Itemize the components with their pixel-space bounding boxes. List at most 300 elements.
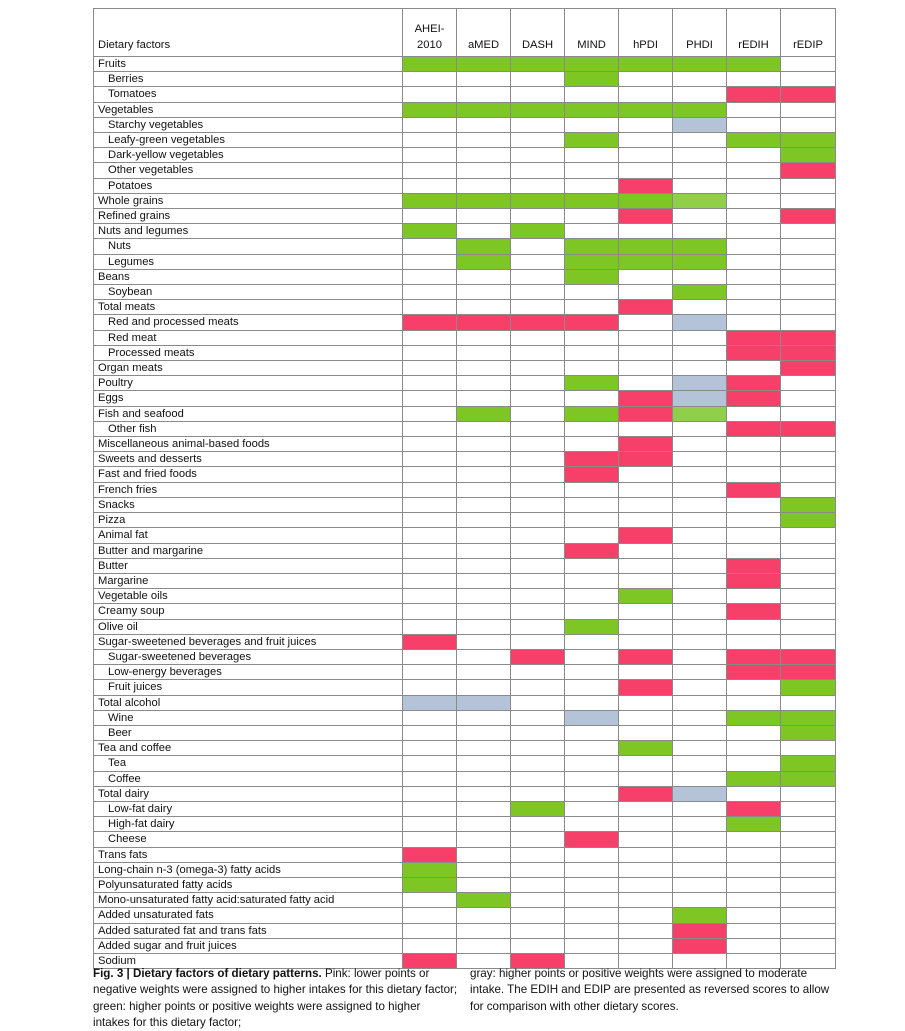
score-cell (565, 908, 619, 923)
score-cell (781, 87, 836, 102)
score-cell (511, 741, 565, 756)
caption-text-right: gray: higher points or positive weights were assigned to moderate intake. The EDIH and EDIP are presented as reversed scores to allow for comparison with other dietary scores. (470, 967, 830, 1013)
score-cell (727, 497, 781, 512)
score-cell (619, 300, 673, 315)
score-cell (511, 437, 565, 452)
score-cell (727, 467, 781, 482)
score-cell (673, 817, 727, 832)
score-cell (511, 923, 565, 938)
score-cell (781, 771, 836, 786)
table-row (94, 680, 836, 695)
score-cell (673, 908, 727, 923)
score-cell (457, 57, 511, 72)
score-cell (619, 72, 673, 87)
score-cell (457, 452, 511, 467)
score-cell (457, 72, 511, 87)
factor-label: Soybean (94, 285, 403, 300)
score-cell (619, 710, 673, 725)
score-cell (781, 102, 836, 117)
score-cell (781, 513, 836, 528)
score-cell (619, 437, 673, 452)
factor-label: Processed meats (94, 345, 403, 360)
score-cell (727, 452, 781, 467)
score-cell (565, 513, 619, 528)
score-cell (619, 695, 673, 710)
score-cell (673, 300, 727, 315)
score-cell (727, 893, 781, 908)
score-cell (727, 300, 781, 315)
score-cell (565, 619, 619, 634)
score-cell (781, 649, 836, 664)
score-cell (457, 741, 511, 756)
score-cell (619, 376, 673, 391)
score-cell (673, 102, 727, 117)
score-cell (727, 543, 781, 558)
score-cell (781, 695, 836, 710)
score-cell (619, 680, 673, 695)
score-cell (781, 163, 836, 178)
score-cell (781, 224, 836, 239)
score-cell (781, 528, 836, 543)
score-cell (565, 710, 619, 725)
score-cell (619, 877, 673, 892)
score-cell (565, 589, 619, 604)
score-cell (403, 801, 457, 816)
score-cell (673, 406, 727, 421)
caption-text-left: Pink: lower points or negative weights were assigned to higher intakes for this dietary factor; green: higher points or positive weights were assigned to higher intakes for this dietary factor; (93, 967, 458, 1029)
table-row (94, 558, 836, 573)
score-cell (781, 193, 836, 208)
score-cell (727, 604, 781, 619)
score-cell (781, 315, 836, 330)
score-cell (565, 345, 619, 360)
score-cell (403, 725, 457, 740)
score-cell (781, 117, 836, 132)
table-row (94, 847, 836, 862)
score-cell (457, 756, 511, 771)
score-cell (511, 300, 565, 315)
score-cell (781, 254, 836, 269)
score-cell (403, 269, 457, 284)
factor-label: Beans (94, 269, 403, 284)
score-cell (511, 847, 565, 862)
factor-label: Polyunsaturated fatty acids (94, 877, 403, 892)
score-cell (673, 133, 727, 148)
score-cell (781, 604, 836, 619)
score-cell (565, 285, 619, 300)
score-cell (727, 786, 781, 801)
table-row (94, 938, 836, 953)
score-cell (565, 680, 619, 695)
factor-label: Sugar-sweetened beverages (94, 649, 403, 664)
score-cell (727, 57, 781, 72)
factor-label: Sugar-sweetened beverages and fruit juices (94, 634, 403, 649)
factor-label: Dark-yellow vegetables (94, 148, 403, 163)
score-cell (511, 862, 565, 877)
score-cell (565, 178, 619, 193)
table-row (94, 649, 836, 664)
score-cell (457, 589, 511, 604)
table-row (94, 285, 836, 300)
score-cell (403, 908, 457, 923)
score-cell (673, 558, 727, 573)
score-cell (673, 710, 727, 725)
score-cell (727, 680, 781, 695)
score-cell (403, 604, 457, 619)
table-row (94, 269, 836, 284)
score-cell (565, 269, 619, 284)
column-header-hpdi: hPDI (619, 9, 673, 57)
score-cell (565, 87, 619, 102)
factor-label: Starchy vegetables (94, 117, 403, 132)
figure-caption-left (93, 966, 458, 1031)
table-row (94, 923, 836, 938)
factor-label: Snacks (94, 497, 403, 512)
score-cell (511, 725, 565, 740)
factor-label: Legumes (94, 254, 403, 269)
score-cell (727, 513, 781, 528)
score-cell (403, 117, 457, 132)
score-cell (619, 285, 673, 300)
score-cell (511, 528, 565, 543)
score-cell (619, 239, 673, 254)
score-cell (619, 862, 673, 877)
score-cell (511, 209, 565, 224)
score-cell (457, 361, 511, 376)
score-cell (727, 437, 781, 452)
score-cell (727, 832, 781, 847)
score-cell (727, 665, 781, 680)
score-cell (457, 801, 511, 816)
table-row (94, 741, 836, 756)
score-cell (511, 589, 565, 604)
score-cell (403, 665, 457, 680)
table-row (94, 482, 836, 497)
score-cell (619, 391, 673, 406)
column-header-ahei2010: AHEI- 2010 (403, 9, 457, 57)
table-row (94, 330, 836, 345)
score-cell (403, 178, 457, 193)
score-cell (511, 573, 565, 588)
table-row (94, 893, 836, 908)
score-cell (403, 193, 457, 208)
factor-label: Nuts and legumes (94, 224, 403, 239)
score-cell (727, 361, 781, 376)
table-row (94, 87, 836, 102)
table-row (94, 619, 836, 634)
score-cell (619, 665, 673, 680)
score-cell (673, 57, 727, 72)
factor-label: Eggs (94, 391, 403, 406)
score-cell (619, 421, 673, 436)
score-cell (457, 558, 511, 573)
factor-label: Added sugar and fruit juices (94, 938, 403, 953)
score-cell (727, 391, 781, 406)
score-cell (673, 345, 727, 360)
score-cell (511, 57, 565, 72)
score-cell (457, 543, 511, 558)
score-cell (781, 680, 836, 695)
score-cell (403, 923, 457, 938)
score-cell (673, 801, 727, 816)
score-cell (511, 665, 565, 680)
score-cell (511, 254, 565, 269)
score-cell (727, 330, 781, 345)
score-cell (403, 330, 457, 345)
score-cell (781, 756, 836, 771)
factor-label: Beer (94, 725, 403, 740)
score-cell (511, 163, 565, 178)
table-row (94, 315, 836, 330)
score-cell (673, 497, 727, 512)
score-cell (673, 148, 727, 163)
score-cell (781, 589, 836, 604)
score-cell (565, 801, 619, 816)
score-cell (619, 649, 673, 664)
score-cell (673, 741, 727, 756)
figure-caption-right (470, 966, 838, 1015)
score-cell (673, 786, 727, 801)
score-cell (727, 817, 781, 832)
score-cell (727, 801, 781, 816)
score-cell (619, 87, 673, 102)
score-cell (511, 938, 565, 953)
score-cell (511, 452, 565, 467)
score-cell (619, 452, 673, 467)
score-cell (403, 497, 457, 512)
table-row (94, 193, 836, 208)
score-cell (403, 558, 457, 573)
score-cell (619, 133, 673, 148)
score-cell (457, 497, 511, 512)
score-cell (565, 467, 619, 482)
score-cell (511, 421, 565, 436)
score-cell (673, 178, 727, 193)
score-cell (781, 573, 836, 588)
score-cell (403, 634, 457, 649)
factor-label: Other fish (94, 421, 403, 436)
score-cell (457, 345, 511, 360)
score-cell (781, 862, 836, 877)
table-row (94, 133, 836, 148)
score-cell (403, 832, 457, 847)
score-cell (619, 543, 673, 558)
score-cell (511, 695, 565, 710)
score-cell (565, 315, 619, 330)
score-cell (619, 756, 673, 771)
score-cell (727, 847, 781, 862)
score-cell (673, 315, 727, 330)
score-cell (727, 528, 781, 543)
table-row (94, 467, 836, 482)
column-header-phdi: PHDI (673, 9, 727, 57)
score-cell (511, 148, 565, 163)
score-cell (781, 57, 836, 72)
score-cell (781, 543, 836, 558)
score-cell (673, 604, 727, 619)
score-cell (781, 482, 836, 497)
score-cell (403, 847, 457, 862)
factor-label: Added unsaturated fats (94, 908, 403, 923)
score-cell (673, 756, 727, 771)
score-cell (457, 528, 511, 543)
score-cell (565, 771, 619, 786)
score-cell (619, 558, 673, 573)
factor-label: Mono-unsaturated fatty acid:saturated fatty acid (94, 893, 403, 908)
score-cell (781, 209, 836, 224)
score-cell (619, 482, 673, 497)
score-cell (565, 376, 619, 391)
score-cell (673, 421, 727, 436)
score-cell (457, 224, 511, 239)
column-header-amed: aMED (457, 9, 511, 57)
score-cell (727, 239, 781, 254)
score-cell (781, 148, 836, 163)
score-cell (565, 452, 619, 467)
score-cell (403, 877, 457, 892)
score-cell (457, 148, 511, 163)
score-cell (673, 330, 727, 345)
score-cell (727, 315, 781, 330)
score-cell (673, 923, 727, 938)
score-cell (727, 923, 781, 938)
score-cell (781, 361, 836, 376)
score-cell (619, 573, 673, 588)
score-cell (565, 330, 619, 345)
score-cell (457, 467, 511, 482)
score-cell (457, 193, 511, 208)
score-cell (619, 832, 673, 847)
table-row (94, 163, 836, 178)
score-cell (403, 315, 457, 330)
score-cell (457, 178, 511, 193)
factor-label: Tea and coffee (94, 741, 403, 756)
table-row (94, 361, 836, 376)
score-cell (727, 117, 781, 132)
score-cell (781, 345, 836, 360)
score-cell (727, 877, 781, 892)
score-cell (457, 817, 511, 832)
table-row (94, 178, 836, 193)
score-cell (727, 771, 781, 786)
score-cell (727, 741, 781, 756)
score-cell (781, 406, 836, 421)
score-cell (673, 285, 727, 300)
score-cell (619, 847, 673, 862)
score-cell (457, 665, 511, 680)
score-cell (457, 315, 511, 330)
score-cell (619, 817, 673, 832)
score-cell (457, 893, 511, 908)
factor-label: Creamy soup (94, 604, 403, 619)
score-cell (403, 437, 457, 452)
table-row (94, 421, 836, 436)
score-cell (673, 649, 727, 664)
score-cell (403, 148, 457, 163)
score-cell (727, 224, 781, 239)
factor-label: Added saturated fat and trans fats (94, 923, 403, 938)
score-cell (727, 148, 781, 163)
score-cell (511, 224, 565, 239)
table-row (94, 254, 836, 269)
score-cell (403, 482, 457, 497)
score-cell (403, 102, 457, 117)
score-cell (781, 497, 836, 512)
score-cell (673, 619, 727, 634)
score-cell (457, 832, 511, 847)
score-cell (565, 649, 619, 664)
factor-label: Miscellaneous animal-based foods (94, 437, 403, 452)
score-cell (511, 771, 565, 786)
table-row (94, 376, 836, 391)
score-cell (457, 604, 511, 619)
score-cell (457, 573, 511, 588)
score-cell (565, 665, 619, 680)
table-row (94, 710, 836, 725)
factor-label: Margarine (94, 573, 403, 588)
score-cell (673, 163, 727, 178)
score-cell (511, 832, 565, 847)
score-cell (511, 513, 565, 528)
score-cell (619, 345, 673, 360)
factor-label: Fruits (94, 57, 403, 72)
score-cell (619, 771, 673, 786)
score-cell (457, 786, 511, 801)
score-cell (673, 224, 727, 239)
factor-label: Poultry (94, 376, 403, 391)
score-cell (403, 391, 457, 406)
score-cell (727, 862, 781, 877)
table-row (94, 877, 836, 892)
score-cell (403, 695, 457, 710)
score-cell (457, 482, 511, 497)
score-cell (727, 102, 781, 117)
table-row (94, 817, 836, 832)
score-cell (403, 72, 457, 87)
table-row (94, 57, 836, 72)
score-cell (403, 528, 457, 543)
factor-label: Berries (94, 72, 403, 87)
score-cell (781, 330, 836, 345)
score-cell (565, 163, 619, 178)
score-cell (727, 589, 781, 604)
score-cell (457, 239, 511, 254)
score-cell (727, 710, 781, 725)
score-cell (781, 893, 836, 908)
score-cell (781, 391, 836, 406)
score-cell (403, 741, 457, 756)
score-cell (619, 604, 673, 619)
score-cell (511, 345, 565, 360)
score-cell (727, 345, 781, 360)
factor-label: Potatoes (94, 178, 403, 193)
score-cell (511, 391, 565, 406)
score-cell (673, 513, 727, 528)
factor-label: Fish and seafood (94, 406, 403, 421)
score-cell (565, 239, 619, 254)
score-cell (511, 893, 565, 908)
table-row (94, 786, 836, 801)
score-cell (781, 285, 836, 300)
score-cell (619, 148, 673, 163)
score-cell (403, 649, 457, 664)
score-cell (457, 437, 511, 452)
score-cell (457, 87, 511, 102)
table-row (94, 801, 836, 816)
factor-label: Whole grains (94, 193, 403, 208)
score-cell (565, 634, 619, 649)
score-cell (781, 421, 836, 436)
